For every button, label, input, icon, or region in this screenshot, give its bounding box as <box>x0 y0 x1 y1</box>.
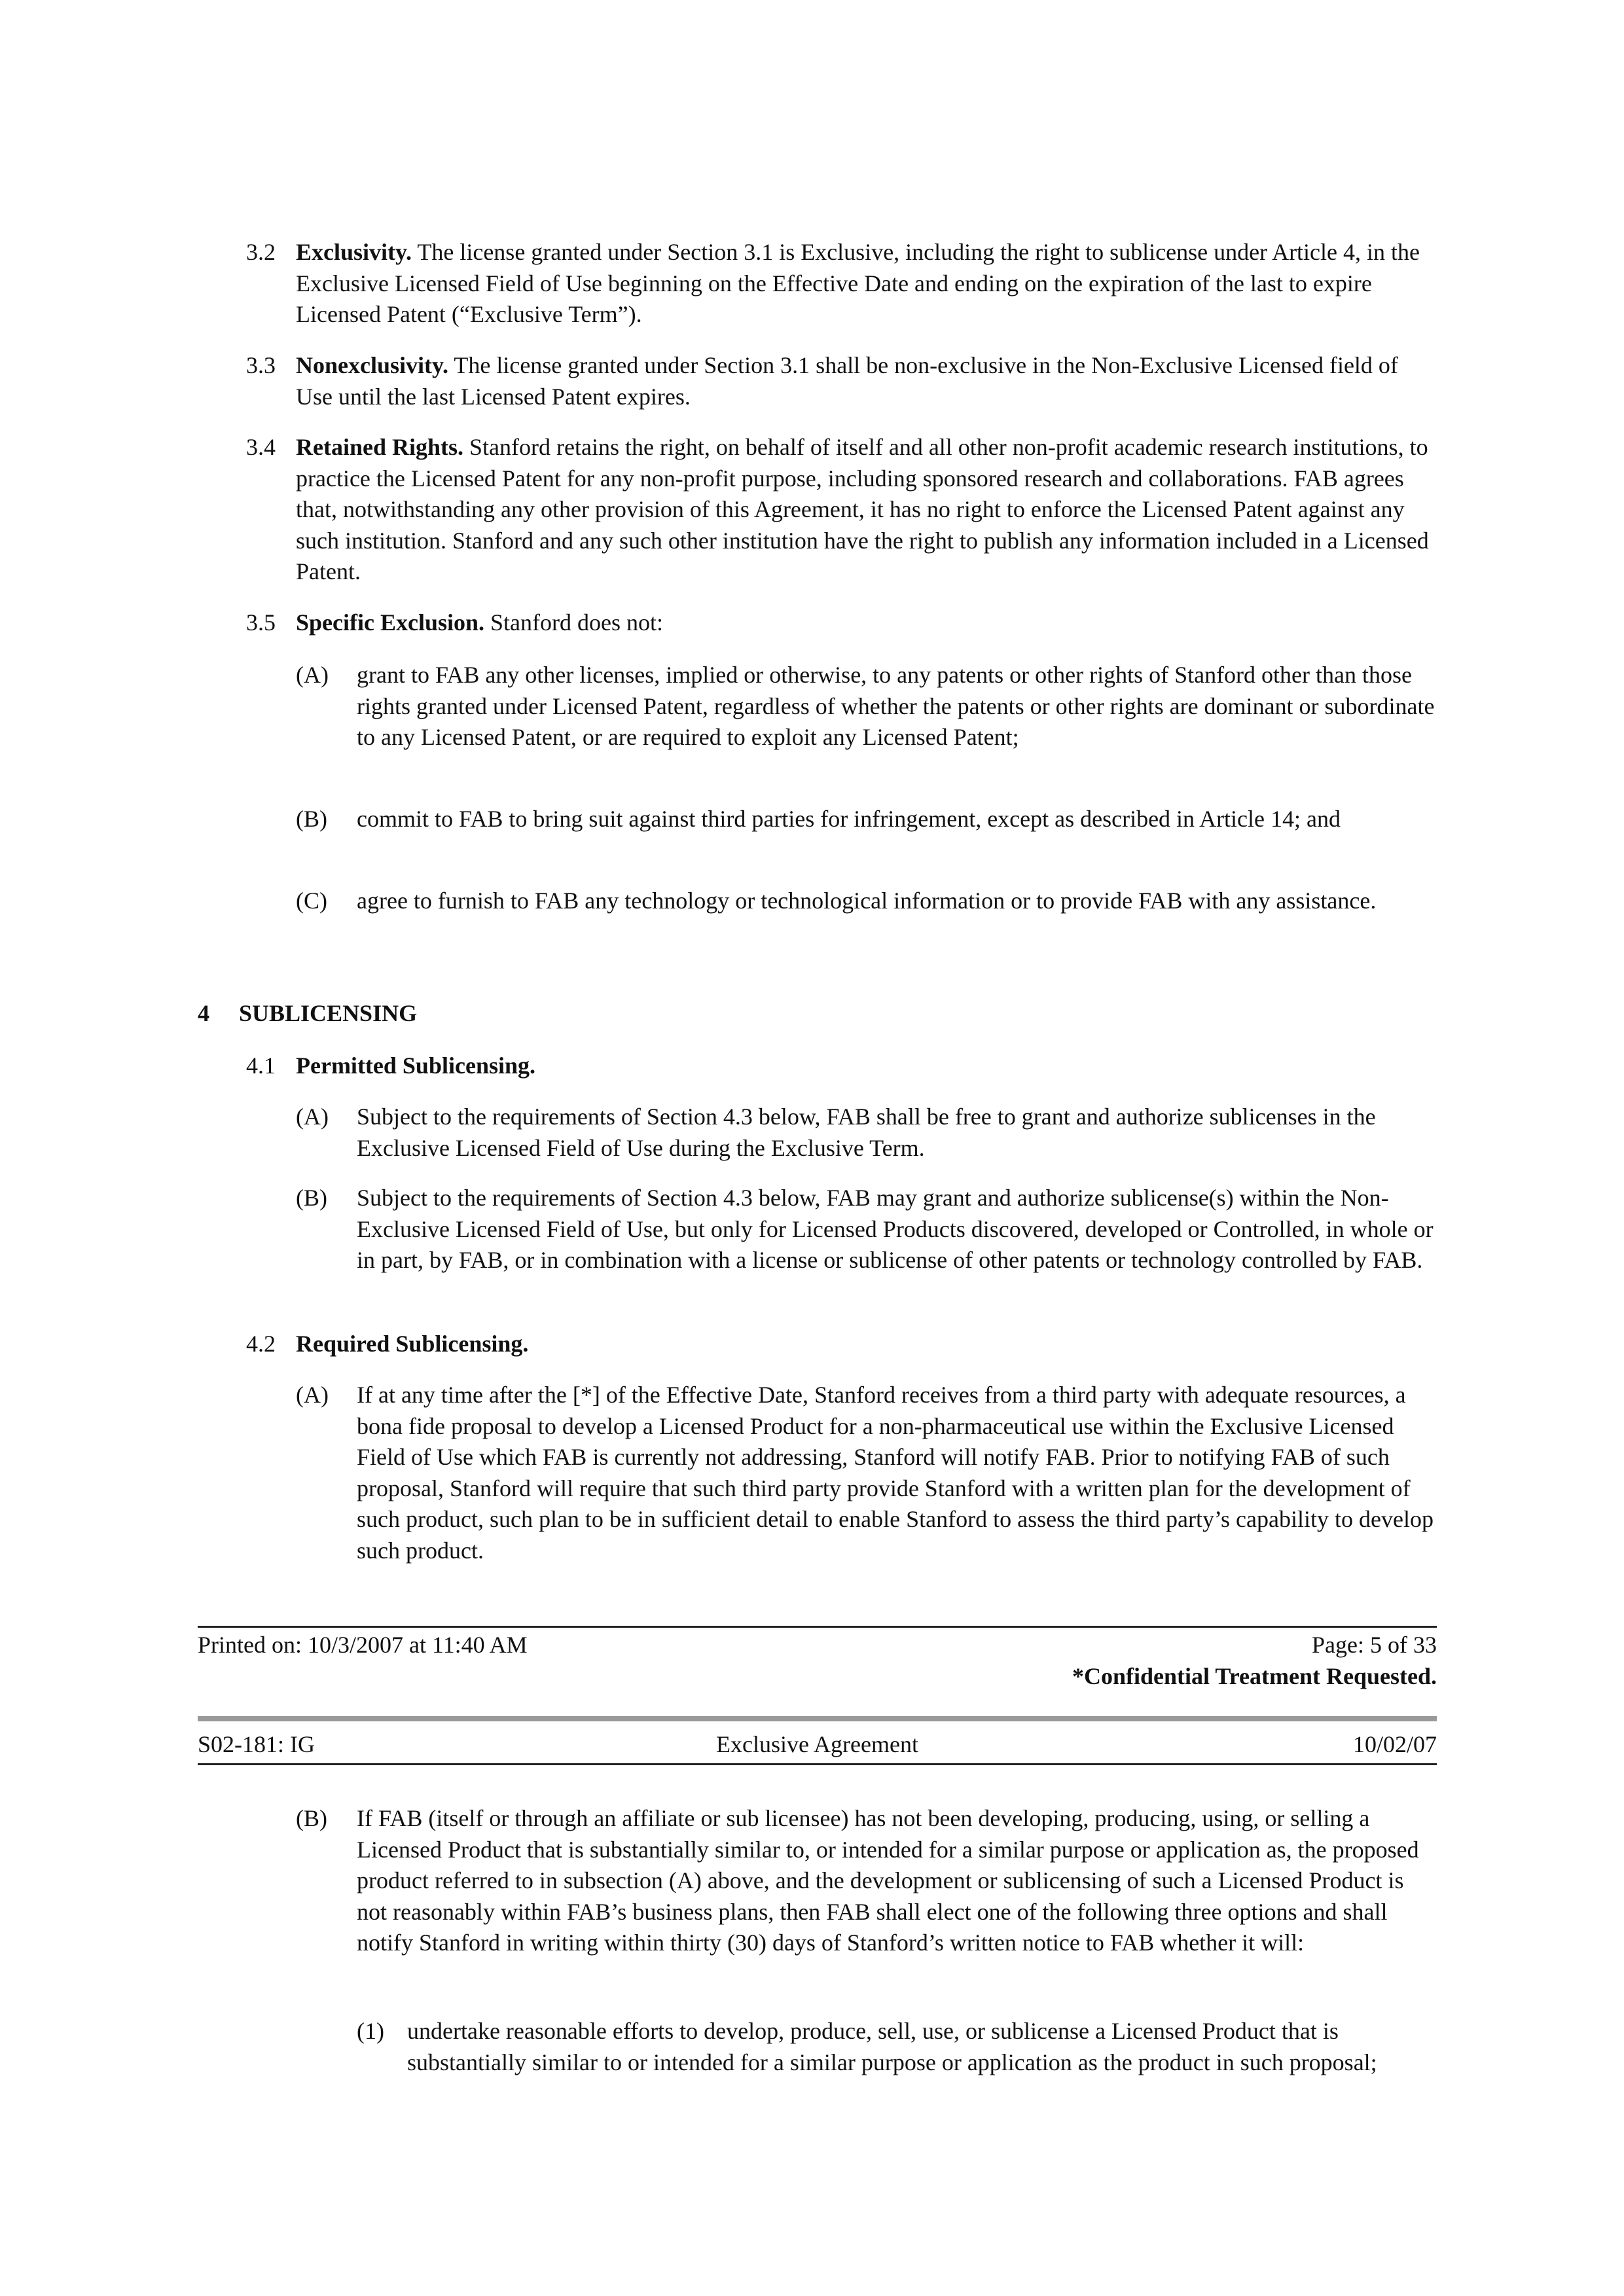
item-text: grant to FAB any other licenses, implied or otherwise, to any patents or other rights of Stanford other than those rights granted under Licensed Patent, regardless of whether the patents or other rights are dominant or subordinate to any Licensed Patent, or are required to exploit any Licensed Patent; <box>357 662 1435 750</box>
item-text: If at any time after the [*] of the Effective Date, Stanford receives from a third party with adequate resources, a bona fide proposal to develop a Licensed Product for a non-pharmaceutical use within the Exclusive Licensed Field of Use which FAB is currently not addressing, Stanford will notify FAB. Prior to notifying FAB of such proposal, Stanford will require that such third party provide Stanford with a written plan for the development of such product, such plan to be in sufficient detail to enable Stanford to assess the third party’s capability to develop such product. <box>357 1382 1434 1564</box>
section-heading: Permitted Sublicensing. <box>296 1052 535 1079</box>
section-number: 3.5 <box>246 609 276 636</box>
section-number: 4.2 <box>246 1331 276 1357</box>
section-number: 3.4 <box>246 434 276 460</box>
article-heading: SUBLICENSING <box>239 1000 418 1026</box>
doc-id: S02-181: IG <box>198 1731 315 1757</box>
section-3-3 <box>296 350 1438 412</box>
section-heading: Retained Rights. <box>296 434 464 460</box>
item-label: (B) <box>296 1805 327 1831</box>
doc-date: 10/02/07 <box>1352 1731 1437 1757</box>
page-number: Page: 5 of 33 <box>1312 1632 1437 1658</box>
item-text: Subject to the requirements of Section 4.3 below, FAB shall be free to grant and authorize sublicenses in the Exclusive Licensed Field of Use during the Exclusive Term. <box>357 1103 1376 1161</box>
subitem-label: (1) <box>357 2018 384 2044</box>
item-label: (A) <box>296 1103 329 1130</box>
subitem-text: undertake reasonable efforts to develop, produce, sell, use, or sublicense a Licensed Product that is substantially similar to or intended for a similar purpose or application as the product in such proposal; <box>407 2018 1377 2075</box>
section-text: The license granted under Section 3.1 is Exclusive, including the right to sublicense under Article 4, in the Exclusive Licensed Field of Use beginning on the Effective Date and ending on the expiration of the last to expire Licensed Patent (“Exclusive Term”). <box>296 239 1420 327</box>
section-text: Stanford does not: <box>484 609 664 636</box>
section-heading: Required Sublicensing. <box>296 1331 529 1357</box>
section-3-2 <box>296 237 1438 331</box>
item-text: commit to FAB to bring suit against third parties for infringement, except as described in Article 14; and <box>357 806 1341 832</box>
item-text: agree to furnish to FAB any technology or technological information or to provide FAB with any assistance. <box>357 888 1377 914</box>
footer-rule <box>198 1626 1437 1628</box>
doc-title: Exclusive Agreement <box>716 1731 918 1757</box>
section-heading: Nonexclusivity. <box>296 352 449 378</box>
article-number: 4 <box>198 1000 209 1026</box>
section-text: Stanford retains the right, on behalf of itself and all other non-profit academic research institutions, to practice the Licensed Patent for any non-profit purpose, including sponsored research and collaborations. FAB agrees that, notwithstanding any other provision of this Agreement, it has no right to enforce the Licensed Patent against any such institution. Stanford and any such other institution have the right to publish any information included in a Licensed Patent. <box>296 434 1429 584</box>
confidential-notice: *Confidential Treatment Requested. <box>1072 1663 1437 1689</box>
header-rule <box>198 1763 1437 1765</box>
section-text: The license granted under Section 3.1 shall be non-exclusive in the Non-Exclusive Licensed field of Use until the last Licensed Patent expires. <box>296 352 1398 410</box>
section-heading: Exclusivity. <box>296 239 412 265</box>
page-break-rule <box>198 1716 1437 1721</box>
item-label: (B) <box>296 1185 327 1211</box>
section-number: 4.1 <box>246 1052 276 1079</box>
item-label: (C) <box>296 888 327 914</box>
printed-date: Printed on: 10/3/2007 at 11:40 AM <box>198 1632 528 1658</box>
section-3-5 <box>296 607 1438 639</box>
item-text: Subject to the requirements of Section 4.3 below, FAB may grant and authorize sublicense(s) within the Non-Exclusive Licensed Field of Use, but only for Licensed Products discovered, developed or Controlled, in whole or in part, by FAB, or in combination with a license or sublicense of other patents or technology controlled by FAB. <box>357 1185 1434 1273</box>
item-text: If FAB (itself or through an affiliate or sub licensee) has not been developing, producing, using, or selling a Licensed Product that is substantially similar to, or intended for a similar purpose or application as, the proposed product referred to in subsection (A) above, and the development or sublicensing of such a Licensed Product is not reasonably within FAB’s business plans, then FAB shall elect one of the following three options and shall notify Stanford in writing within thirty (30) days of Stanford’s written notice to FAB whether it will: <box>357 1805 1419 1956</box>
section-number: 3.3 <box>246 352 276 378</box>
section-number: 3.2 <box>246 239 276 265</box>
item-label: (A) <box>296 662 329 688</box>
item-label: (A) <box>296 1382 329 1408</box>
item-label: (B) <box>296 806 327 832</box>
section-3-4 <box>296 432 1438 588</box>
section-heading: Specific Exclusion. <box>296 609 485 636</box>
